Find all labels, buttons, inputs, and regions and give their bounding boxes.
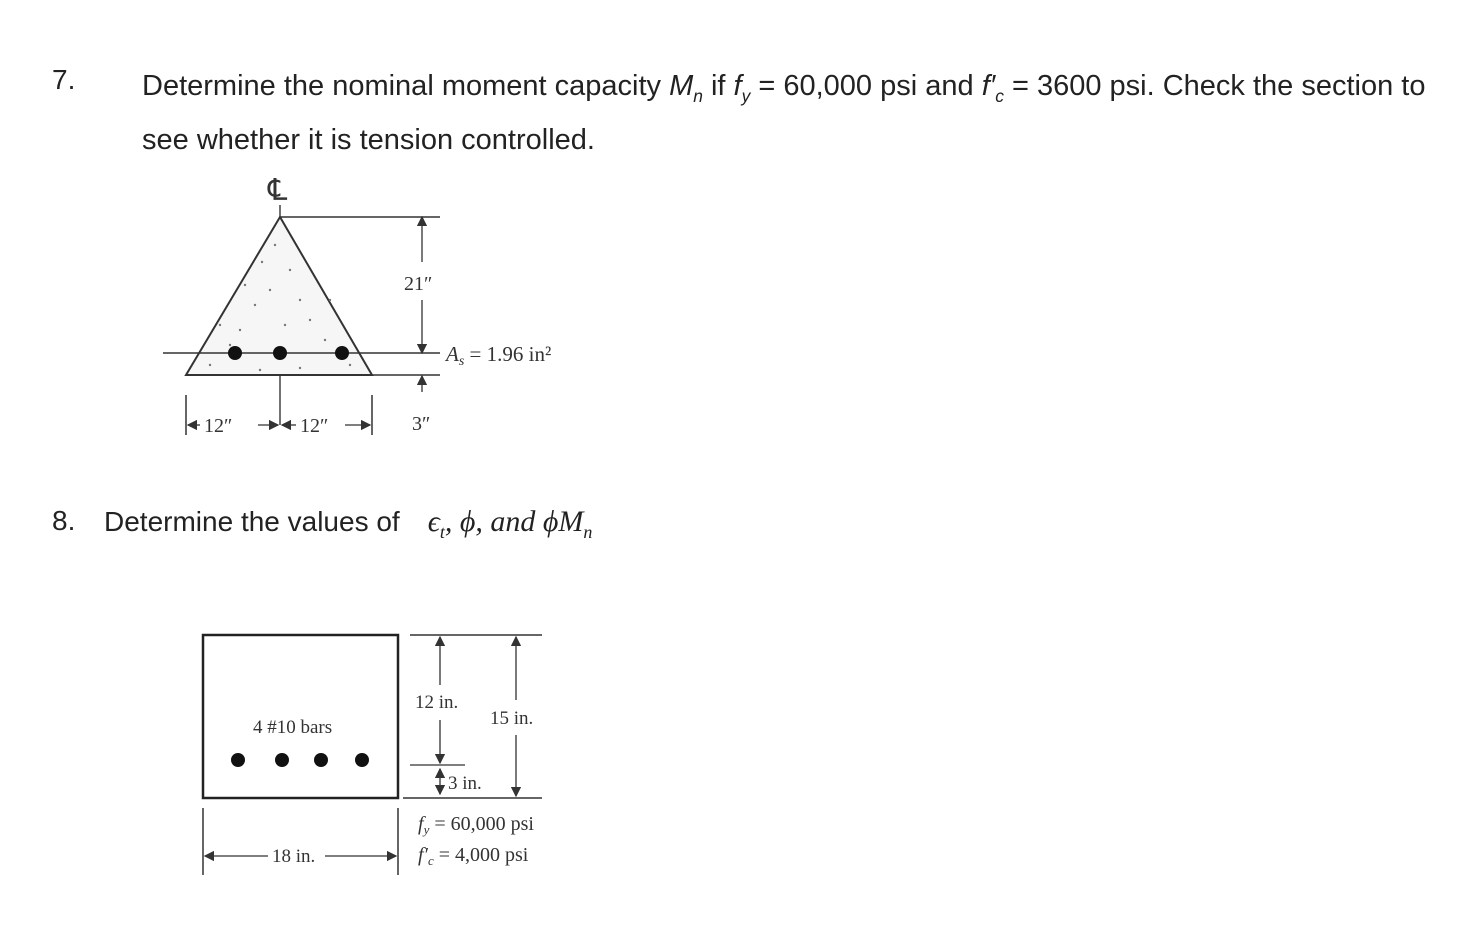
fc-label: $f'_c = 4,000$ psi [418, 844, 529, 868]
q7-number: 7. [52, 64, 76, 95]
q8-rectangular-section-figure [195, 628, 575, 878]
q7-Mn-var: M [669, 70, 694, 102]
q7-Mn-sub: n [693, 85, 703, 106]
rebar [355, 753, 369, 767]
q7-statement [142, 64, 1462, 162]
cover-label: 3 in. [448, 773, 482, 794]
width-label: 18 in. [272, 846, 316, 867]
q7-text-part1: Determine the nominal moment capacity [142, 70, 670, 102]
q7-fc-var: f′ [981, 70, 996, 102]
q8-statement [104, 505, 592, 543]
q8-text: Determine the values of [104, 506, 400, 537]
fy-label: $f_y = 60,000$ psi [418, 813, 534, 837]
rebar [273, 346, 287, 360]
q7-fc-value: = 3600 psi. Check the section to see whether it is tension controlled. [142, 70, 1426, 156]
rebar [275, 753, 289, 767]
rebar [335, 346, 349, 360]
q8-math-expression: $\epsilon_t$, ϕ, and $\phi M_n$ [427, 505, 593, 542]
d-label: 12 in. [415, 692, 459, 713]
q7-fy-value: = 60,000 psi and [750, 70, 982, 102]
rebar [231, 753, 245, 767]
q8-number: 8. [52, 505, 76, 536]
q7-triangle-section-figure [155, 165, 615, 435]
rebar [228, 346, 242, 360]
height-label: 21″ [404, 273, 433, 295]
right-half-label: 12″ [300, 415, 329, 435]
q7-fc-sub: c [995, 85, 1004, 106]
q7-text-part2: if [702, 70, 734, 102]
as-label: As = 1.96 in² [446, 342, 552, 369]
q7-fy-var: f [733, 70, 742, 102]
h-label: 15 in. [490, 708, 534, 729]
bars-label: 4 #10 bars [253, 717, 333, 738]
centerline-symbol: ℄ [268, 174, 288, 207]
left-half-label: 12″ [204, 415, 233, 435]
q7-fy-sub: y [741, 85, 751, 106]
cover-label: 3″ [412, 413, 431, 435]
rebar [314, 753, 328, 767]
